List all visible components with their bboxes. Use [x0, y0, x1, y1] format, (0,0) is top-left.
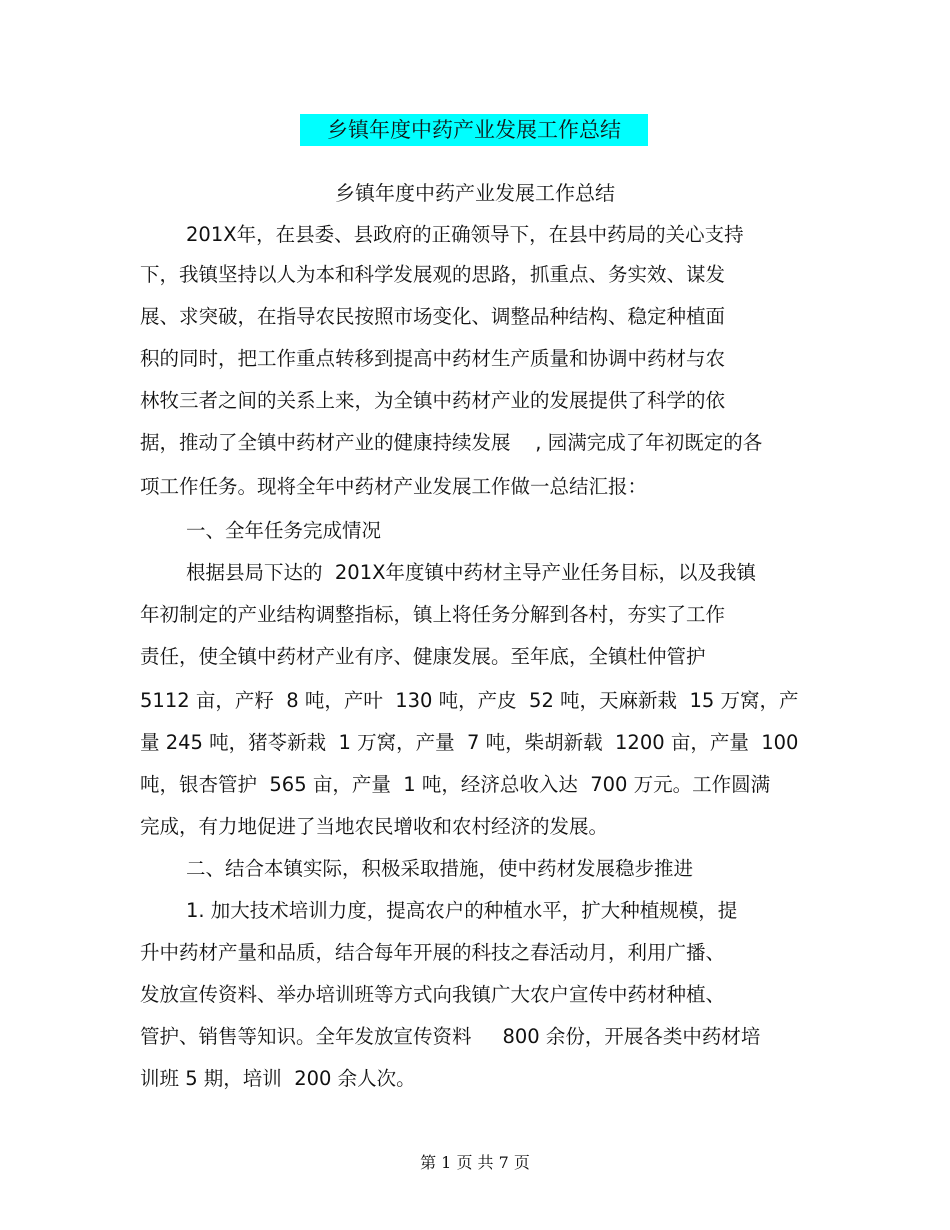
- paragraph-line: 展、求突破，在指导农民按照市场变化、调整品种结构、稳定种植面: [140, 305, 726, 328]
- paragraph-line: 量 245 吨，猪苓新栽 1 万窝，产量 7 吨，柴胡新载 1200 亩，产量 100: [140, 731, 799, 754]
- paragraph-line: 责任，使全镇中药材产业有序、健康发展。至年底，全镇杜仲管护: [140, 645, 706, 668]
- paragraph-line: 1. 加大技术培训力度，提高农户的种植水平，扩大种植规模，提: [186, 899, 738, 922]
- paragraph-line: 发放宣传资料、举办培训班等方式向我镇广大农户宣传中药材种植、: [140, 983, 726, 1006]
- section-heading: 一、全年任务完成情况: [186, 519, 382, 542]
- paragraph-line: 完成，有力地促进了当地农民增收和农村经济的发展。: [140, 815, 609, 838]
- paragraph-line: 据，推动了全镇中药材产业的健康持续发展 , 园满完成了年初既定的各: [140, 431, 763, 454]
- paragraph-line: 升中药材产量和品质，结合每年开展的科技之春活动月，利用广播、: [140, 941, 726, 964]
- paragraph-line: 林牧三者之间的关系上来，为全镇中药材产业的发展提供了科学的依: [140, 389, 726, 412]
- paragraph-line: 管护、销售等知识。全年发放宣传资料 800 余份，开展各类中药材培: [140, 1025, 761, 1048]
- paragraph-line: 根据县局下达的 201X年度镇中药材主导产业任务目标，以及我镇: [186, 561, 756, 584]
- paragraph-line: 5112 亩，产籽 8 吨，产叶 130 吨，产皮 52 吨，天麻新栽 15 万窝，产: [140, 689, 799, 712]
- paragraph-line: 吨，银杏管护 565 亩，产量 1 吨，经济总收入达 700 万元。工作圆满: [140, 773, 771, 796]
- paragraph-line: 训班 5 期，培训 200 余人次。: [140, 1067, 416, 1090]
- paragraph-line: 项工作任务。现将全年中药材产业发展工作做一总结汇报：: [140, 475, 648, 498]
- document-subtitle: 乡镇年度中药产业发展工作总结: [335, 181, 615, 205]
- title-highlight: [300, 114, 648, 146]
- paragraph-line: 积的同时，把工作重点转移到提高中药材生产质量和协调中药材与农: [140, 347, 726, 370]
- paragraph-line: 201X年，在县委、县政府的正确领导下，在县中药局的关心支持: [186, 223, 744, 246]
- document-title: 乡镇年度中药产业发展工作总结: [327, 118, 621, 142]
- paragraph-line: 下，我镇坚持以人为本和科学发展观的思路，抓重点、务实效、谋发: [140, 263, 726, 286]
- section-heading: 二、结合本镇实际，积极采取措施，使中药材发展稳步推进: [186, 857, 694, 880]
- paragraph-line: 年初制定的产业结构调整指标，镇上将任务分解到各村，夯实了工作: [140, 603, 726, 626]
- page-footer: 第 1 页 共 7 页: [420, 1153, 530, 1172]
